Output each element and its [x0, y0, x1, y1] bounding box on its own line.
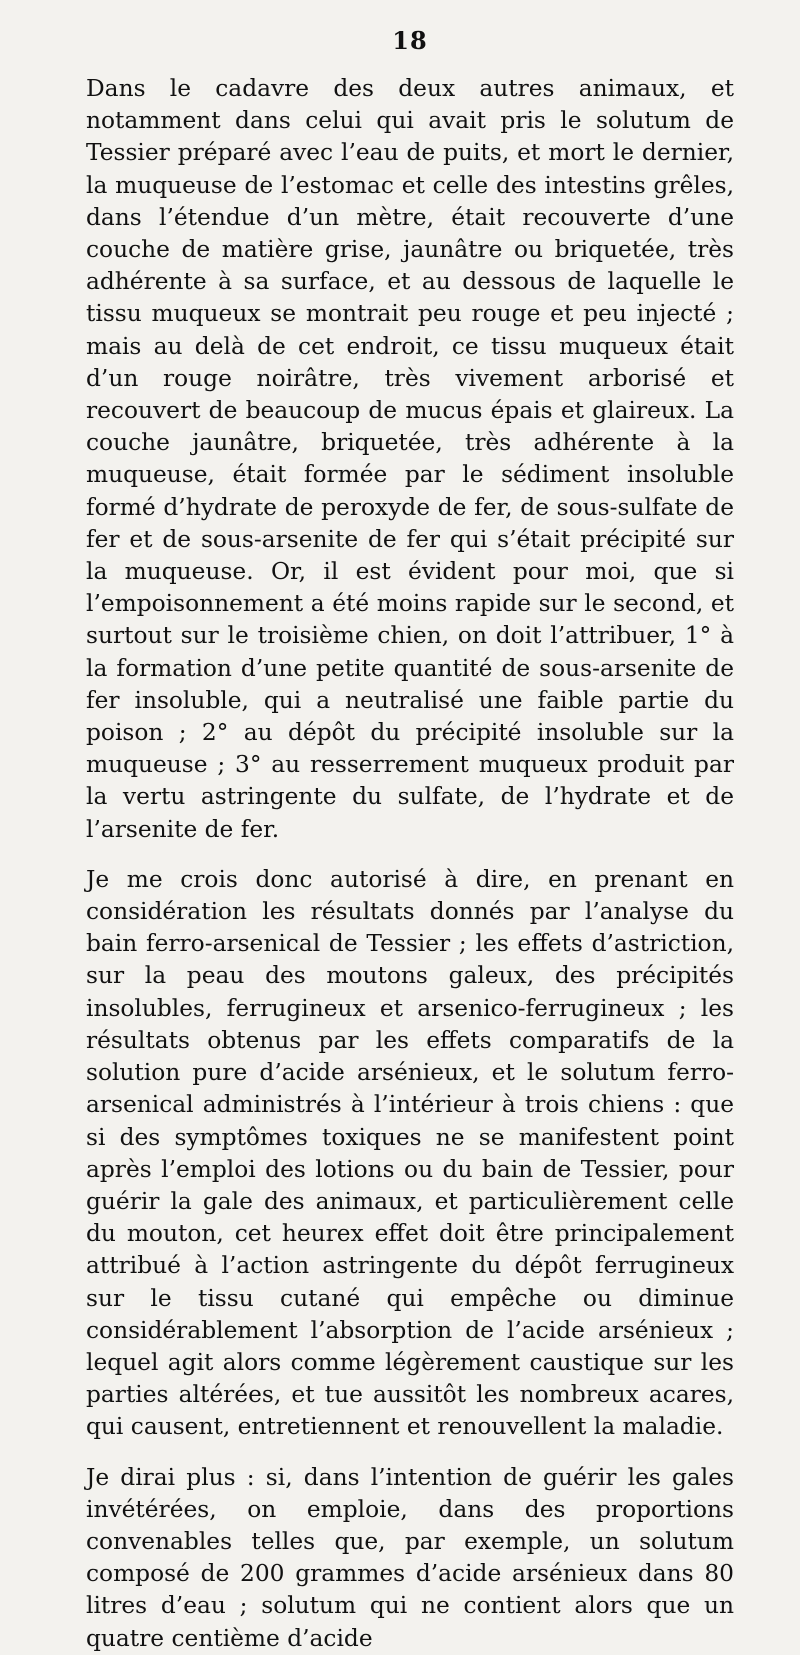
paragraph-1: Dans le cadavre des deux autres animaux, et notamment dans celui qui avait pris le solutum de Tessier préparé avec l’eau de puits, et mort le dernier, la muqueuse de l’estomac et celle des intestins grêles, dans l’étendue d’un mètre, était recouverte d’une couche de matière grise, jaunâtre ou briquetée, très adhérente à sa surface, et au dessous de laquelle le tissu muqueux se montrait peu rouge et peu injecté ; mais au delà de cet endroit, ce tissu muqueux était d’un rouge noirâtre, très vivement arborisé et recouvert de beaucoup de mucus épais et glaireux. La couche jaunâtre, briquetée, très adhérente à la muqueuse, était formée par le sédiment insoluble formé d’hydrate de peroxyde de fer, de sous-sulfate de fer et de sous-arsenite de fer qui s’était précipité sur la muqueuse. Or, il est évident pour moi, que si l’empoisonnement a été moins rapide sur le second, et surtout sur le troisième chien, on doit l’attribuer, 1° à la formation d’une petite quantité de sous-arsenite de fer insoluble, qui a neutralisé une faible partie du poison ; 2° au dépôt du précipité insoluble sur la muqueuse ; 3° au resserrement muqueux produit par la vertu astringente du sulfate, de l’hydrate et de l’arsenite de fer. — [86, 75, 734, 843]
page-number: 18 — [392, 26, 428, 55]
paragraph-3: Je dirai plus : si, dans l’intention de guérir les gales invétérées, on emploie, dans des proportions convenables telles que, par exemple, un solutum composé de 200 grammes d’acide arsénieux dans 80 litres d’eau ; solutum qui ne contient alors que un quatre centième d’acide — [86, 1463, 734, 1652]
paragraph-2: Je me crois donc autorisé à dire, en prenant en considération les résultats donnés par l’analyse du bain ferro-arsenical de Tessier ; les effets d’astriction, sur la peau des moutons galeux, des précipités insolubles, ferrugineux et arsenico-ferrugineux ; les résultats obtenus par les effets comparatifs de la solution pure d’acide arsénieux, et le solutum ferro-arsenical administrés à l’intérieur à trois chiens : que si des symptômes toxiques ne se manifestent point après l’emploi des lotions ou du bain de Tessier, pour guérir la gale des animaux, et particulièrement celle du mouton, cet heurex effet doit être principalement attribué à l’action astringente du dépôt ferrugineux sur le tissu cutané qui empêche ou diminue considérablement l’absorption de l’acide arsénieux ; lequel agit alors comme légèrement caustique sur les parties altérées, et tue aussitôt les nombreux acares, qui causent, entretiennent et renouvellent la maladie. — [86, 865, 734, 1441]
